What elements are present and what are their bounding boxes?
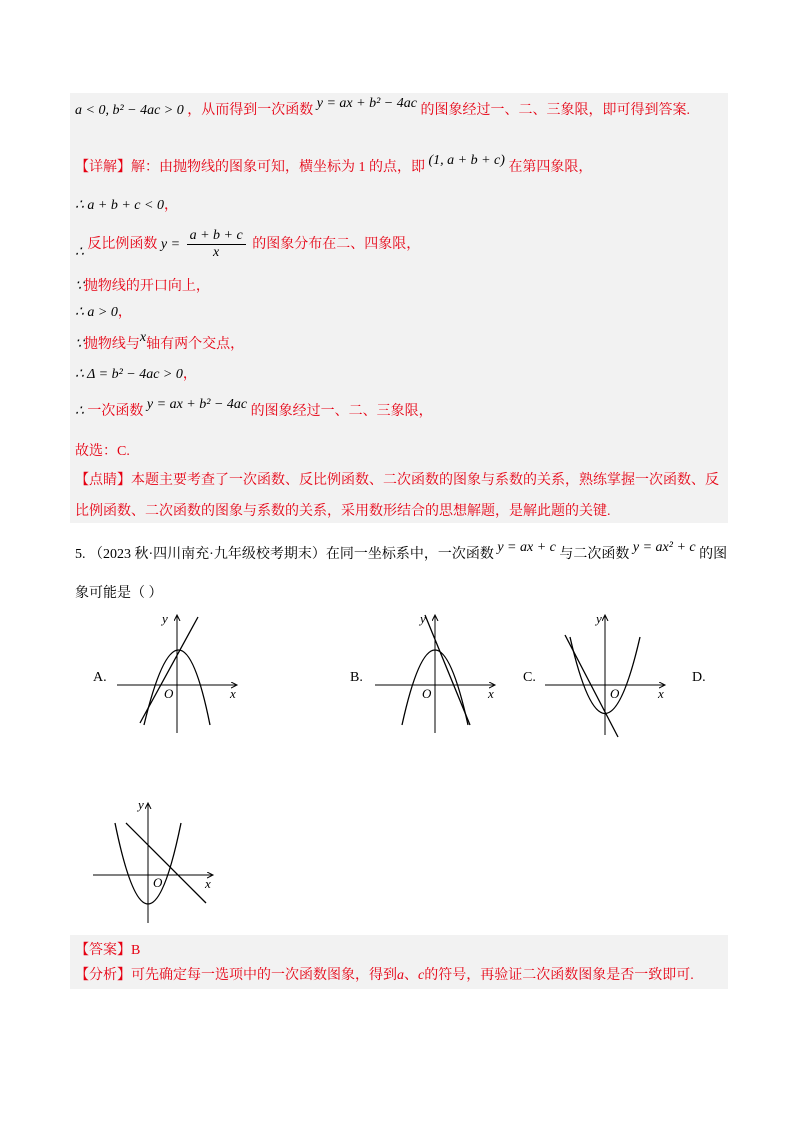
y-axis-label: y — [420, 611, 426, 626]
math-inline: a < 0, b² − 4ac > 0 — [75, 103, 184, 118]
step-1: ∴ a + b + c < 0， — [75, 198, 178, 213]
x-axis-label: x — [230, 686, 236, 701]
origin-label: O — [164, 686, 174, 701]
analysis-line: 【分析】可先确定每一选项中的一次函数图象，得到a、c的符号，再验证二次函数图象是否一致即可. — [75, 968, 694, 983]
answer-value: B — [131, 943, 141, 958]
x-axis-label: x — [205, 876, 211, 891]
y-axis-label: y — [162, 611, 168, 626]
solution-line-1: a < 0, b² − 4ac > 0 ，从而得到一次函数 y = ax + b² − 4ac 的图象经过一、二、三象限，即可得到答案. — [75, 96, 690, 118]
choose-line: 故选：C. — [75, 444, 130, 459]
question-line-2: 象可能是（ ） — [75, 586, 163, 601]
x-axis-label: x — [658, 686, 664, 701]
math-inline: y = ax + b² − 4ac — [316, 96, 417, 111]
option-c-label: C. — [523, 670, 536, 685]
graph-option-c — [540, 605, 680, 740]
step-7: ∴ 一次函数 y = ax + b² − 4ac 的图象经过一、二、三象限， — [75, 397, 433, 419]
detail-line: 【详解】解：由抛物线的图象可知，横坐标为 1 的点，即 (1, a + b + c) 在第四象限， — [75, 153, 593, 175]
y-axis-label: y — [596, 611, 602, 626]
comment-line-1: 【点睛】本题主要考查了一次函数、反比例函数、二次函数的图象与系数的关系，熟练掌握一次函数、反 — [75, 473, 719, 488]
step-4: ∴ a > 0， — [75, 305, 132, 320]
fraction: $\frac{a + b + c}{x}$ — [187, 228, 246, 261]
origin-label: O — [610, 686, 620, 701]
linear-line — [140, 617, 198, 723]
linear-line — [425, 615, 470, 725]
graph-option-a — [112, 605, 252, 735]
step-3: ∵抛物线的开口向上， — [75, 279, 210, 294]
step-2: ∴ 反比例函数 y = $\frac{a + b + c}{x}$ 的图象分布在二、四象限， — [75, 228, 421, 261]
graph-option-d — [88, 795, 228, 925]
question-line-1: 5. （2023 秋·四川南充·九年级校考期末）在同一坐标系中，一次函数 y = ax + c 与二次函数 y = ax² + c 的图 — [75, 540, 728, 562]
comment-line-2: 比例函数、二次函数的图象与系数的关系，采用数形结合的思想解题，是解此题的关键. — [75, 504, 611, 519]
option-d-label: D. — [692, 670, 706, 685]
origin-label: O — [153, 875, 163, 890]
answer-label: 【答案】 — [75, 943, 131, 958]
answer-line — [75, 941, 140, 961]
question-number: 5. — [75, 547, 86, 562]
x-axis-label: x — [488, 686, 494, 701]
linear-line — [126, 823, 206, 903]
comment-label: 【点睛】 — [75, 473, 131, 488]
graph-option-b — [370, 605, 510, 735]
math-inline: (1, a + b + c) — [428, 153, 505, 168]
step-5: ∵抛物线与x轴有两个交点， — [75, 330, 245, 352]
option-a-label: A. — [93, 670, 107, 685]
option-b-label: B. — [350, 670, 363, 685]
detail-label: 【详解】 — [75, 160, 131, 175]
origin-label: O — [422, 686, 432, 701]
step-6: ∴ Δ = b² − 4ac > 0， — [75, 367, 197, 382]
y-axis-label: y — [138, 797, 144, 812]
analysis-label: 【分析】 — [75, 968, 131, 983]
